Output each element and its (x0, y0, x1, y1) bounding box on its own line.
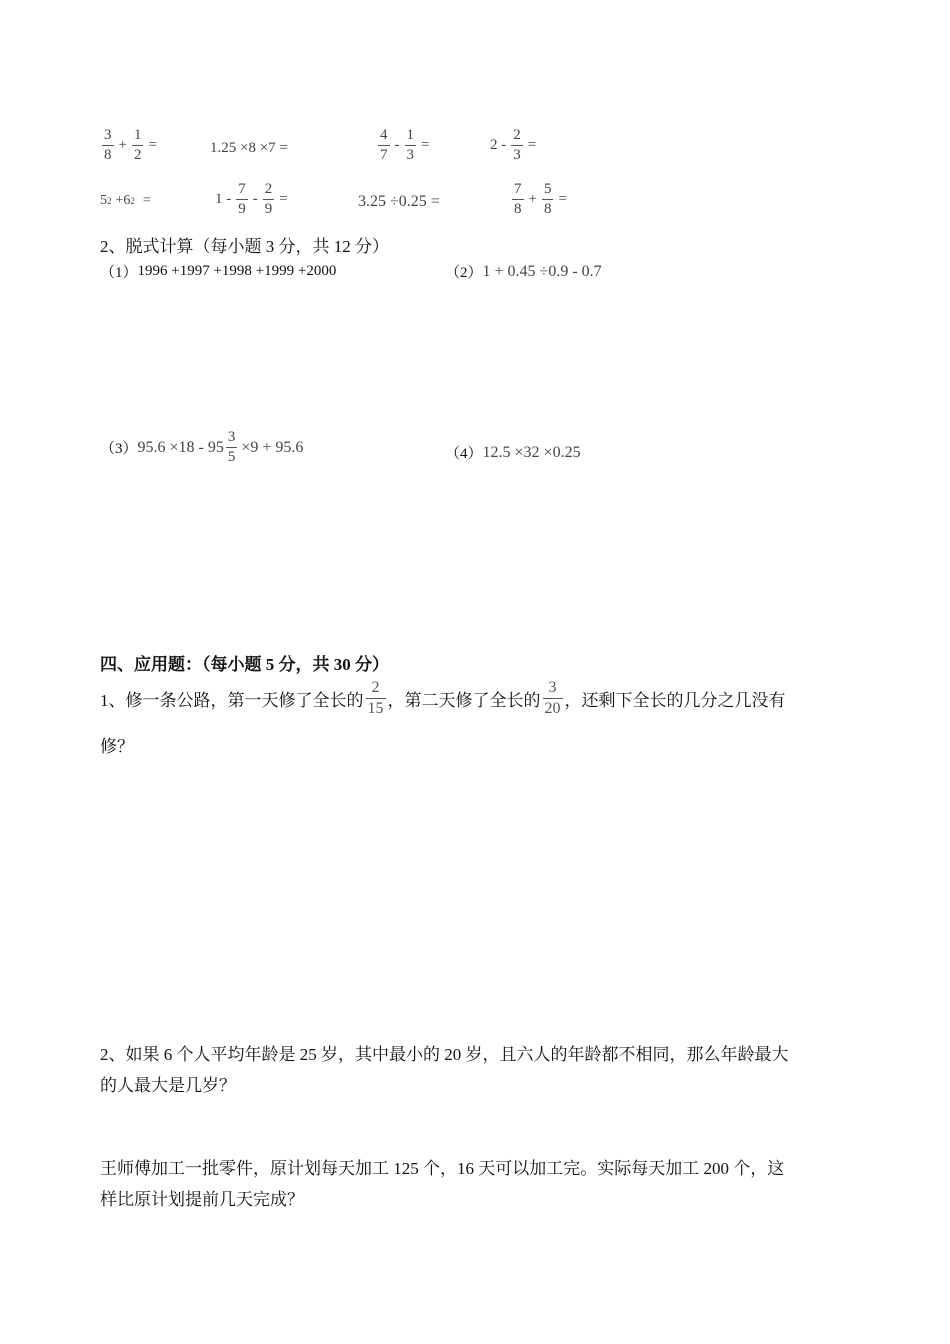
question-2-line-1: 2、如果 6 个人平均年龄是 25 岁，其中最小的 20 岁，且六人的年龄都不相同，那么年龄最大 (100, 1045, 789, 1064)
question-1-line-1: 1、修一条公路，第一天修了全长的 $\frac{2}{15}$ ，第二天修了全长的 $\frac{3}{20}$ ，还剩下全长的几分之几没有 (100, 679, 786, 717)
fraction: $\frac{1}{2}$ (133, 127, 142, 163)
fraction: $\frac{3}{8}$ (104, 127, 112, 163)
section4-title: 四、应用题：（每小题 5 分，共 30 分） (100, 655, 389, 674)
fraction: $\frac{2}{3}$ (513, 127, 521, 163)
oral-item-5: 5 2 +6 2 = (100, 193, 151, 208)
oral-item-2: 1.25 ×8 ×7 = (210, 140, 288, 156)
oral-item-8: $\frac{7}{8}$ + $\frac{5}{8}$ = (514, 181, 567, 217)
problem-2: （2） 1 + 0.45 ÷0.9 - 0.7 (445, 262, 602, 281)
oral-item-4: 2 - $\frac{2}{3}$ = (490, 127, 537, 163)
oral-item-7: 3.25 ÷0.25 = (358, 193, 440, 210)
problem-3: （3） 95.6 ×18 - 95 $\frac{3}{5}$ ×9 + 95.6 (100, 429, 304, 465)
fraction: $\frac{1}{3}$ (406, 127, 414, 163)
fraction: $\frac{7}{8}$ (514, 181, 522, 217)
question-2-line-2: 的人最大是几岁？ (100, 1076, 236, 1095)
fraction: $\frac{7}{9}$ (238, 181, 246, 217)
problem-1: （1） 1996 +1997 +1998 +1999 +2000 (100, 263, 337, 281)
oral-item-6: 1 - $\frac{7}{9}$ - $\frac{2}{9}$ = (215, 181, 288, 217)
fraction: $\frac{3}{5}$ (227, 429, 236, 465)
fraction: $\frac{2}{9}$ (264, 181, 273, 217)
fraction: $\frac{4}{7}$ (380, 127, 388, 163)
fraction: $\frac{3}{20}$ (544, 679, 561, 717)
question-1-line-2: 修？ (100, 737, 134, 756)
oral-item-3: $\frac{4}{7}$ - $\frac{1}{3}$ = (380, 127, 430, 163)
section2-title: 2、脱式计算（每小题 3 分，共 12 分） (100, 237, 389, 256)
question-3-line-1: 王师傅加工一批零件，原计划每天加工 125 个，16 天可以加工完。实际每天加工 200 个，这 (100, 1159, 785, 1178)
fraction: $\frac{2}{15}$ (367, 679, 384, 717)
oral-item-1: $\frac{3}{8}$ + $\frac{1}{2}$ = (104, 127, 157, 163)
problem-4: （4） 12.5 ×32 ×0.25 (445, 443, 581, 462)
question-3-line-2: 样比原计划提前几天完成？ (100, 1190, 304, 1209)
fraction: $\frac{5}{8}$ (543, 181, 552, 217)
